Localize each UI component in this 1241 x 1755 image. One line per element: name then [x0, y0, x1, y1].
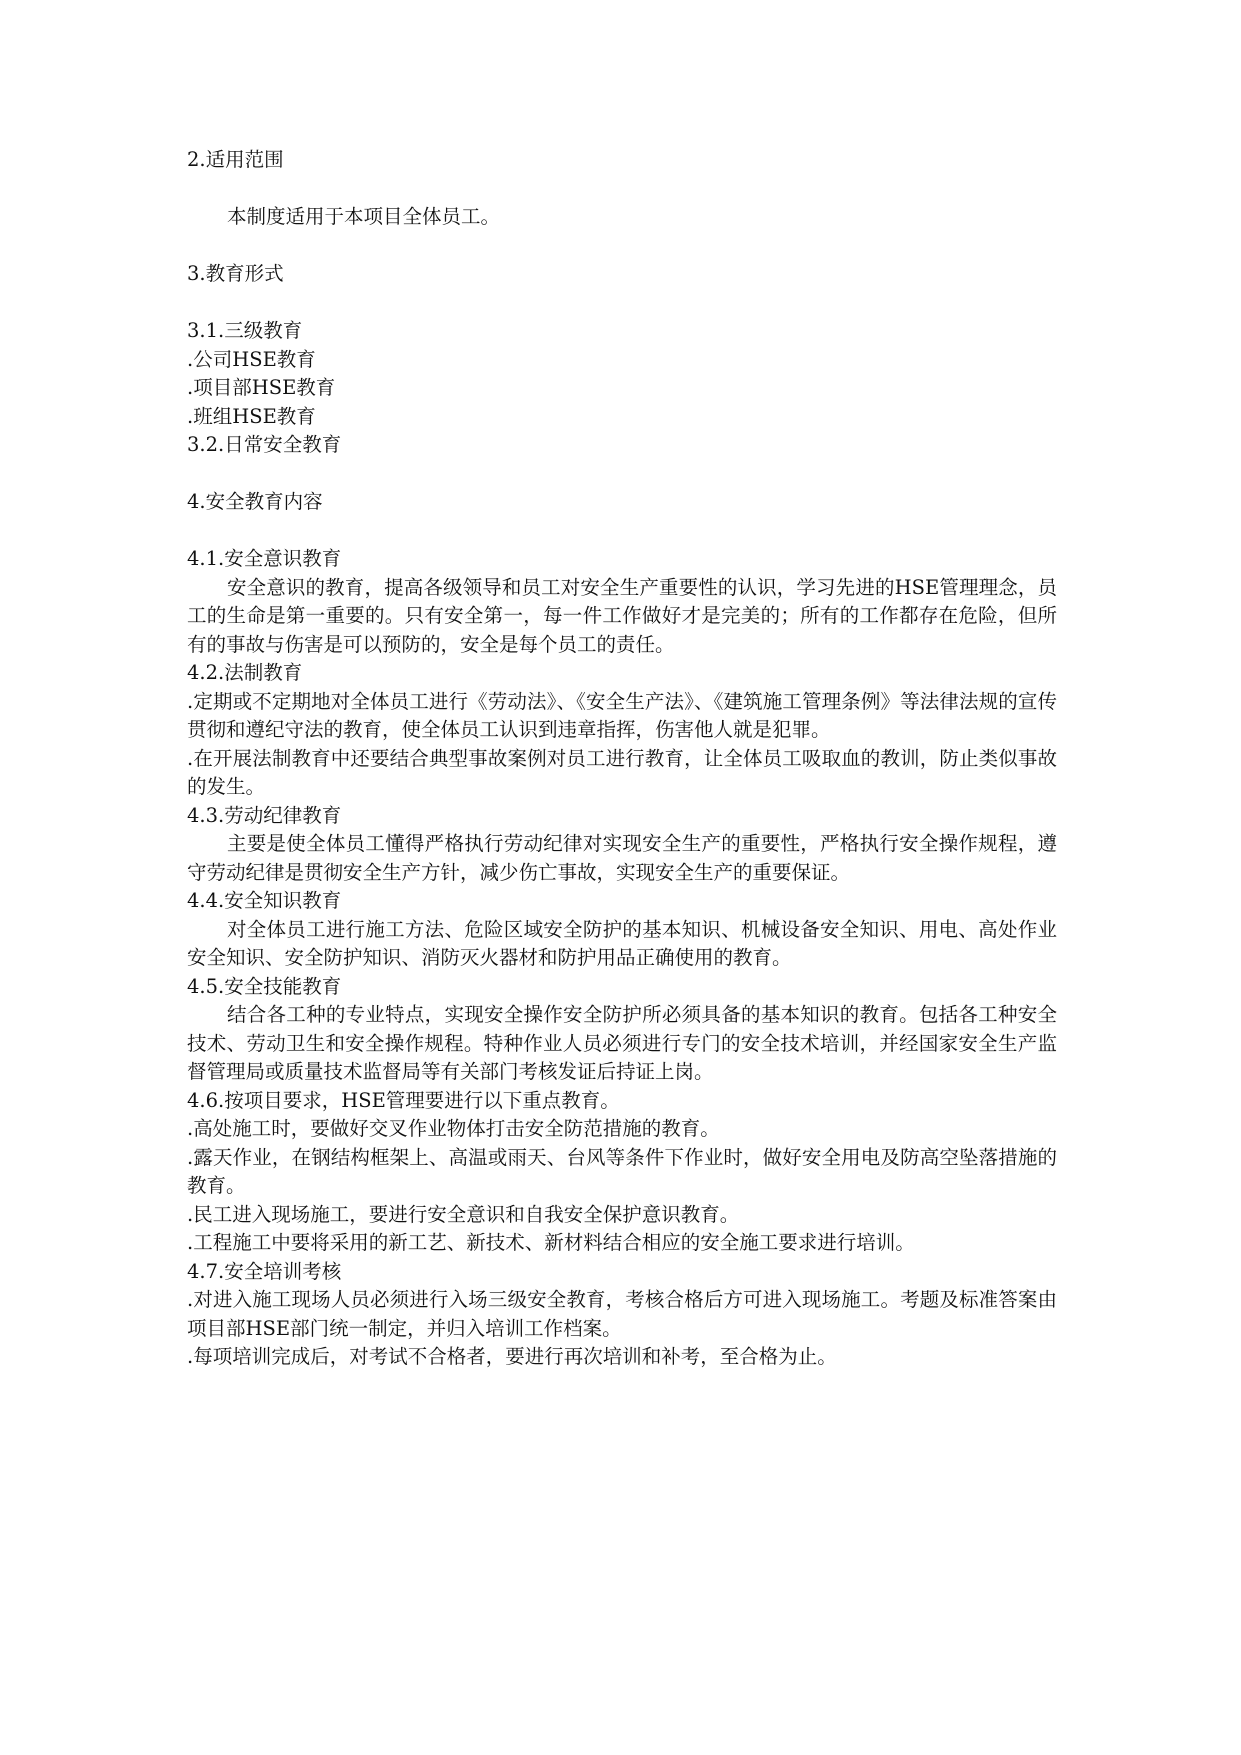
section-4-2-item: .定期或不定期地对全体员工进行《劳动法》、《安全生产法》、《建筑施工管理条例》等法律法规的宣传贯彻和遵纪守法的教育，使全体员工认识到违章指挥，伤害他人就是犯罪。	[187, 689, 1057, 741]
document-page	[187, 146, 1057, 1372]
section-3-item: .公司HSE教育	[187, 347, 316, 371]
section-3-1-title: 3.1.三级教育	[187, 319, 303, 342]
section-4-heading: 4.安全教育内容	[187, 490, 323, 513]
section-4-6-title: 4.6.按项目要求，HSE管理要进行以下重点教育。	[187, 1088, 620, 1112]
section-4-1-text: 安全意识的教育，提高各级领导和员工对安全生产重要性的认识，学习先进的HSE管理理念，员工的生命是第一重要的。只有安全第一，每一件工作做好才是完美的；所有的工作都存在危险，但所有的事故与伤害是可以预防的，安全是每个员工的责任。	[187, 575, 1057, 656]
section-4-6-item: .高处施工时，要做好交叉作业物体打击安全防范措施的教育。	[187, 1117, 720, 1140]
section-3-item: .班组HSE教育	[187, 404, 316, 428]
section-3-heading: 3.教育形式	[187, 262, 284, 285]
section-4-6-item: .民工进入现场施工，要进行安全意识和自我安全保护意识教育。	[187, 1202, 740, 1226]
section-4-2-item: .在开展法制教育中还要结合典型事故案例对员工进行教育，让全体员工吸取血的教训，防止类似事故的发生。	[187, 746, 1057, 798]
section-4-5-text: 结合各工种的专业特点，实现安全操作安全防护所必须具备的基本知识的教育。包括各工种安全技术、劳动卫生和安全操作规程。特种作业人员必须进行专门的安全技术培训，并经国家安全生产监督管理局或质量技术监督局等有关部门考核发证后持证上岗。	[187, 1003, 1057, 1083]
section-4-4-text: 对全体员工进行施工方法、危险区域安全防护的基本知识、机械设备安全知识、用电、高处作业安全知识、安全防护知识、消防灭火器材和防护用品正确使用的教育。	[187, 917, 1057, 969]
section-4-6-item: .工程施工中要将采用的新工艺、新技术、新材料结合相应的安全施工要求进行培训。	[187, 1231, 915, 1254]
section-4-3-text: 主要是使全体员工懂得严格执行劳动纪律对实现安全生产的重要性，严格执行安全操作规程，遵守劳动纪律是贯彻安全生产方针，减少伤亡事故，实现安全生产的重要保证。	[187, 832, 1057, 884]
section-4-6-item: .露天作业，在钢结构框架上、高温或雨天、台风等条件下作业时，做好安全用电及防高空坠落措施的教育。	[187, 1145, 1057, 1197]
section-4-7-item: .对进入施工现场人员必须进行入场三级安全教育，考核合格后方可进入现场施工。考题及标准答案由项目部HSE部门统一制定，并归入培训工作档案。	[187, 1288, 1057, 1340]
section-2-heading: 2.适用范围	[187, 148, 284, 171]
section-4-5-title: 4.5.安全技能教育	[187, 974, 342, 998]
section-4-4-title: 4.4.安全知识教育	[187, 889, 342, 912]
section-2-text: 本制度适用于本项目全体员工。	[227, 205, 501, 228]
section-4-2-title: 4.2.法制教育	[187, 661, 303, 684]
section-4-3-title: 4.3.劳动纪律教育	[187, 803, 342, 827]
section-3-2-title: 3.2.日常安全教育	[187, 433, 342, 456]
section-3-item: .项目部HSE教育	[187, 376, 336, 399]
section-4-7-item: .每项培训完成后，对考试不合格者，要进行再次培训和补考，至合格为止。	[187, 1345, 837, 1368]
section-4-1-title: 4.1.安全意识教育	[187, 547, 342, 570]
section-4-7-title: 4.7.安全培训考核	[187, 1259, 342, 1283]
